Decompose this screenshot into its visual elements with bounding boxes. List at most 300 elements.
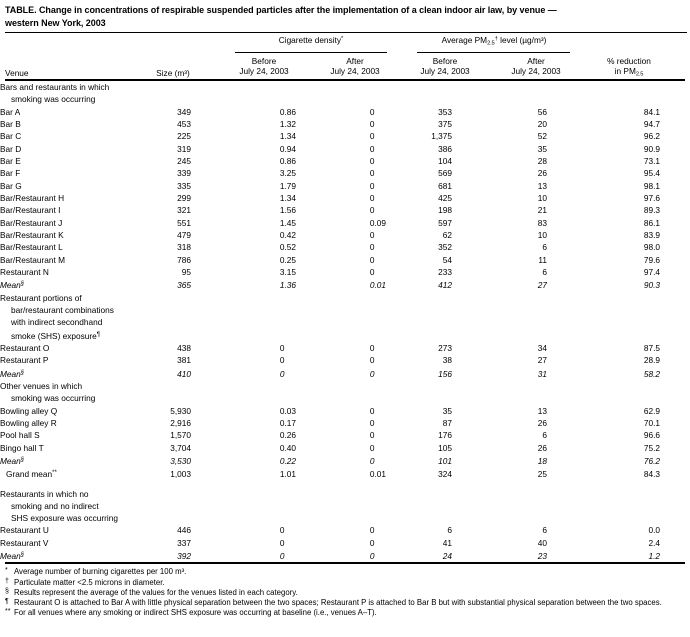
size-col-header: Size (m³) — [156, 68, 190, 78]
pm-group-rule — [417, 52, 570, 53]
cell-filler — [660, 429, 690, 441]
cell-pct-reduction: 62.9 — [643, 405, 660, 416]
cell-cig-before: 0 — [279, 342, 285, 353]
cell-cig-before: 0.86 — [279, 106, 296, 117]
cell-pm-after: 13 — [537, 405, 547, 416]
table-row — [0, 354, 690, 366]
cell-pm-before: 352 — [438, 242, 452, 253]
cell-filler — [660, 180, 690, 192]
cell-pct-reduction: 84.1 — [643, 106, 660, 117]
section-header-row — [0, 392, 690, 404]
cell-pm-after: 52 — [537, 131, 547, 142]
col-header-cig-after: After July 24, 2003 — [330, 56, 380, 76]
table-row — [0, 167, 690, 179]
cell-size: 392 — [177, 551, 191, 562]
cell-venue: Restaurant V — [0, 537, 49, 548]
footnote-marker: * — [5, 567, 8, 575]
footnote — [5, 608, 685, 618]
section-header-row — [0, 292, 690, 304]
section-header-line: smoking and no indirect — [11, 500, 99, 511]
section-header-row — [0, 380, 690, 392]
cell-pm-after: 13 — [537, 180, 547, 191]
cell-cig-before: 0.40 — [279, 442, 296, 453]
section-header-line: bar/restaurant combinations — [11, 304, 114, 315]
col-header-pm-before: Before July 24, 2003 — [420, 56, 470, 76]
data-table — [0, 81, 690, 562]
cell-pct-reduction: 98.0 — [643, 242, 660, 253]
cell-filler — [660, 155, 690, 167]
cell-pm-before: 104 — [438, 155, 452, 166]
table-row — [0, 454, 690, 467]
cell-filler — [660, 467, 690, 480]
cell-pm-before: 101 — [438, 455, 452, 466]
cell-pm-after: 11 — [538, 254, 547, 265]
col-header-pm-after: After July 24, 2003 — [511, 56, 561, 76]
cell-size: 335 — [177, 180, 191, 191]
table-row — [0, 405, 690, 417]
cell-pm-after: 6 — [542, 242, 547, 253]
cell-filler — [660, 537, 690, 549]
table-row — [0, 143, 690, 155]
cell-filler — [660, 278, 690, 291]
cell-cig-before: 0 — [279, 525, 285, 536]
footnote-marker: ¶ — [5, 598, 9, 606]
cell-cig-after: 0 — [369, 430, 375, 441]
cell-pm-before: 176 — [438, 430, 452, 441]
cell-pm-before: 156 — [438, 368, 452, 379]
cell-cig-before: 0.17 — [279, 417, 296, 428]
section-header-line: smoke (SHS) exposure¶ — [11, 330, 100, 341]
cig-density-group-rule — [235, 52, 387, 53]
cell-cig-after: 0 — [369, 155, 375, 166]
cell-cig-after: 0 — [369, 118, 375, 129]
cell-pct-reduction: 90.3 — [643, 280, 660, 291]
table-row — [0, 241, 690, 253]
cell-pm-before: 6 — [447, 525, 452, 536]
cell-cig-before: 1.34 — [279, 192, 296, 203]
cell-pct-reduction: 98.1 — [643, 180, 660, 191]
cell-cig-after: 0 — [369, 551, 375, 562]
cell-filler — [660, 118, 690, 130]
cell-venue: Bar B — [0, 118, 21, 129]
cell-size: 438 — [177, 342, 191, 353]
cell-pm-after: 25 — [537, 469, 547, 480]
cell-cig-before: 1.32 — [279, 118, 296, 129]
cell-size: 225 — [177, 131, 191, 142]
cell-pct-reduction: 96.6 — [643, 430, 660, 441]
cell-pm-before: 273 — [438, 342, 452, 353]
cell-pct-reduction: 84.3 — [643, 469, 660, 480]
cell-cig-after: 0 — [369, 229, 375, 240]
footnote-marker: § — [20, 552, 25, 559]
table-row — [0, 429, 690, 441]
cell-venue: Mean§ — [0, 455, 25, 466]
cell-cig-before: 0 — [279, 551, 285, 562]
cell-pm-after: 26 — [537, 442, 547, 453]
cell-size: 1,570 — [170, 430, 191, 441]
cell-size: 318 — [177, 242, 191, 253]
cell-cig-after: 0 — [369, 180, 375, 191]
cell-cig-before: 0 — [279, 355, 285, 366]
cell-pct-reduction: 87.5 — [643, 342, 660, 353]
cell-pm-before: 425 — [438, 192, 452, 203]
cell-cig-after: 0 — [369, 342, 375, 353]
cell-size: 5,930 — [170, 405, 191, 416]
cell-pm-after: 26 — [537, 417, 547, 428]
cell-filler — [660, 192, 690, 204]
cell-pm-before: 87 — [442, 417, 452, 428]
section-header-line: Bars and restaurants in which — [0, 82, 110, 92]
cell-pct-reduction: 76.2 — [643, 455, 660, 466]
cell-pm-before: 324 — [438, 469, 452, 480]
cell-pct-reduction: 89.3 — [643, 205, 660, 216]
cell-filler — [660, 217, 690, 229]
cell-filler — [660, 229, 690, 241]
cell-venue: Bar/Restaurant I — [0, 205, 61, 216]
cell-size: 453 — [177, 118, 191, 129]
cell-venue: Mean§ — [0, 368, 25, 379]
table-row — [0, 549, 690, 562]
cell-pct-reduction: 75.2 — [643, 442, 660, 453]
table-row — [0, 266, 690, 278]
cell-filler — [660, 549, 690, 562]
cell-pm-before: 353 — [438, 106, 452, 117]
cell-filler — [660, 254, 690, 266]
cell-pct-reduction: 73.1 — [643, 155, 660, 166]
table-row — [0, 467, 690, 480]
section-header-line: Other venues in which — [0, 380, 83, 391]
section-header-line: smoking was occurring — [11, 393, 96, 404]
section-header-line: Restaurant portions of — [0, 292, 82, 303]
section-header-row — [0, 93, 690, 105]
footnotes — [5, 567, 685, 618]
cell-venue: Bingo hall T — [0, 442, 44, 453]
cell-pm-after: 10 — [537, 192, 547, 203]
table-row — [0, 180, 690, 192]
cell-pct-reduction: 2.4 — [648, 537, 660, 548]
cell-filler — [660, 167, 690, 179]
cell-cig-before: 1.34 — [279, 131, 296, 142]
table-row — [0, 342, 690, 354]
cell-filler — [660, 442, 690, 454]
cell-venue: Bar/Restaurant K — [0, 229, 64, 240]
cell-cig-before: 1.36 — [279, 280, 296, 291]
cell-cig-after: 0 — [369, 143, 375, 154]
section-header-row — [0, 500, 690, 512]
table-row — [0, 442, 690, 454]
cell-pm-after: 56 — [537, 106, 547, 117]
cell-pm-before: 1,375 — [431, 131, 452, 142]
cell-venue: Restaurant N — [0, 266, 49, 277]
cell-cig-before: 3.25 — [279, 168, 296, 179]
cell-pm-after: 83 — [537, 217, 547, 228]
cell-venue: Bowling alley R — [0, 417, 57, 428]
cell-cig-before: 0.86 — [279, 155, 296, 166]
footnote-marker: ** — [52, 470, 57, 477]
cell-cig-before: 1.79 — [279, 180, 296, 191]
cell-venue: Grand mean** — [6, 469, 57, 480]
cell-pct-reduction: 79.6 — [643, 254, 660, 265]
cell-size: 349 — [177, 106, 191, 117]
cell-pm-before: 412 — [438, 280, 452, 291]
cell-pct-reduction: 70.1 — [643, 417, 660, 428]
cell-cig-after: 0 — [369, 106, 375, 117]
cell-size: 337 — [177, 537, 191, 548]
cell-size: 479 — [177, 229, 191, 240]
cell-pct-reduction: 94.7 — [643, 118, 660, 129]
cell-filler — [660, 204, 690, 216]
cell-size: 381 — [177, 355, 191, 366]
cig-density-group-header: Cigarette density* — [278, 35, 344, 45]
cell-pm-before: 681 — [438, 180, 452, 191]
cell-cig-after: 0 — [369, 355, 375, 366]
footnote — [5, 578, 685, 588]
cell-pm-after: 28 — [537, 155, 547, 166]
cell-filler — [660, 143, 690, 155]
cell-venue: Bar G — [0, 180, 22, 191]
cell-cig-before: 0.25 — [279, 254, 296, 265]
footnote-marker: § — [20, 281, 25, 288]
cell-cig-after: 0 — [369, 131, 375, 142]
cell-filler — [660, 342, 690, 354]
cell-filler — [660, 266, 690, 278]
section-header-line: with indirect secondhand — [11, 317, 103, 328]
table-body — [0, 81, 690, 562]
cell-venue: Bar E — [0, 155, 21, 166]
pilcrow-footnote-marker: ¶ — [96, 331, 100, 338]
cell-pct-reduction: 96.2 — [643, 131, 660, 142]
cell-size: 1,003 — [170, 469, 191, 480]
dagger-footnote-marker: † — [494, 36, 498, 42]
bottom-rule — [5, 562, 685, 564]
cell-cig-after: 0 — [369, 405, 375, 416]
cell-size: 446 — [177, 525, 191, 536]
table-row — [0, 106, 690, 118]
cell-pm-after: 6 — [542, 525, 547, 536]
cell-cig-before: 0.22 — [279, 455, 296, 466]
section-header-line: SHS exposure was occurring — [11, 513, 118, 524]
cell-venue: Bar/Restaurant L — [0, 242, 63, 253]
spacer-row — [0, 481, 690, 488]
cell-size: 299 — [177, 192, 191, 203]
cell-pm-before: 62 — [442, 229, 452, 240]
cell-pct-reduction: 97.4 — [643, 266, 660, 277]
cell-cig-after: 0.09 — [369, 217, 386, 228]
table-row — [0, 278, 690, 291]
cell-pm-after: 26 — [537, 168, 547, 179]
cell-filler — [660, 241, 690, 253]
section-header-line: smoking was occurring — [11, 94, 96, 105]
cell-pct-reduction: 28.9 — [643, 355, 660, 366]
cell-size: 3,530 — [170, 455, 191, 466]
cell-size: 365 — [177, 280, 191, 291]
table-row — [0, 367, 690, 380]
cell-cig-before: 0 — [279, 368, 285, 379]
footnote — [5, 567, 685, 577]
cell-pm-before: 233 — [438, 266, 452, 277]
cell-venue: Bar/Restaurant J — [0, 217, 63, 228]
cell-venue: Restaurant U — [0, 525, 49, 536]
table-title — [0, 0, 690, 30]
cell-pct-reduction: 97.6 — [643, 192, 660, 203]
cell-pm-before: 38 — [442, 355, 452, 366]
cell-filler — [660, 454, 690, 467]
cell-size: 551 — [177, 217, 191, 228]
cell-filler — [660, 106, 690, 118]
footnote-text: For all venues where any smoking or indirect SHS exposure was occurring at baseline (i.e., venues A–T). — [14, 608, 377, 618]
cell-cig-after: 0 — [369, 417, 375, 428]
table-row — [0, 524, 690, 536]
cell-pm-after: 20 — [537, 118, 547, 129]
footnote — [5, 598, 685, 608]
section-header-row — [0, 488, 690, 500]
cell-cig-before: 0.52 — [279, 242, 296, 253]
table-title-line1: TABLE. Change in concentrations of respirable suspended particles after the implementation of a clean indoor air law, by venue — — [5, 5, 557, 15]
cell-cig-after: 0 — [369, 525, 375, 536]
cell-filler — [660, 405, 690, 417]
pm-group-header: Average $PM_{2.5}^\dagger$ level (µg/m³) — [441, 35, 547, 47]
col-header-cig-before: Before July 24, 2003 — [239, 56, 289, 76]
cell-venue: Pool hall S — [0, 430, 40, 441]
cell-cig-before: 0.26 — [279, 430, 296, 441]
cell-venue: Bar/Restaurant H — [0, 192, 65, 203]
asterisk-footnote-marker: * — [341, 36, 344, 42]
cell-cig-after: 0 — [369, 266, 375, 277]
cell-size: 95 — [181, 266, 191, 277]
cell-cig-after: 0.01 — [369, 469, 386, 480]
cell-cig-after: 0.01 — [369, 280, 386, 291]
cell-cig-before: 1.01 — [279, 469, 296, 480]
cell-pct-reduction: 86.1 — [643, 217, 660, 228]
table-title-line2: western New York, 2003 — [5, 18, 106, 28]
footnote-text: Restaurant O is attached to Bar A with little physical separation between the two spaces; Restaurant P is attached to Bar B but with substantial physical separation between the two spaces. — [14, 598, 662, 608]
cell-pm-after: 6 — [542, 266, 547, 277]
cell-pm-after: 27 — [537, 355, 547, 366]
cell-cig-after: 0 — [369, 368, 375, 379]
table-row — [0, 130, 690, 142]
cell-pm-before: 41 — [442, 537, 452, 548]
footnote-text: Particulate matter <2.5 microns in diameter. — [14, 577, 165, 587]
cell-pm-after: 40 — [537, 537, 547, 548]
footnote-text: Results represent the average of the values for the venues listed in each category. — [14, 587, 298, 597]
cell-pct-reduction: 90.9 — [643, 143, 660, 154]
cell-venue: Bar/Restaurant M — [0, 254, 66, 265]
footnote-marker: § — [20, 369, 25, 376]
cell-size: 410 — [177, 368, 191, 379]
cell-pct-reduction: 83.9 — [643, 229, 660, 240]
cell-pm-after: 35 — [537, 143, 547, 154]
cell-venue: Bar A — [0, 106, 21, 117]
cell-pm-before: 386 — [438, 143, 452, 154]
cell-cig-after: 0 — [369, 192, 375, 203]
cell-pct-reduction: 58.2 — [643, 368, 660, 379]
cell-venue: Restaurant P — [0, 355, 49, 366]
cell-pm-after: 27 — [537, 280, 547, 291]
table-row — [0, 192, 690, 204]
cell-pm-before: 35 — [442, 405, 452, 416]
footnote-marker: ** — [5, 608, 11, 616]
cell-cig-after: 0 — [369, 442, 375, 453]
cell-venue: Bar D — [0, 143, 22, 154]
table-row — [0, 254, 690, 266]
table-row — [0, 204, 690, 216]
cell-filler — [660, 524, 690, 536]
cell-pm-after: 34 — [537, 342, 547, 353]
table-row — [0, 229, 690, 241]
cell-pm-after: 23 — [537, 551, 547, 562]
table-row — [0, 217, 690, 229]
section-header-row — [0, 81, 690, 93]
footnote-text: Average number of burning cigarettes per 100 m³. — [14, 567, 187, 577]
cell-pct-reduction: 0.0 — [648, 525, 660, 536]
cell-cig-after: 0 — [369, 205, 375, 216]
cell-pct-reduction: 1.2 — [648, 551, 660, 562]
cell-pm-after: 21 — [537, 205, 547, 216]
cell-venue: Bar C — [0, 131, 22, 142]
cell-cig-after: 0 — [369, 537, 375, 548]
cell-pm-before: 105 — [438, 442, 452, 453]
cell-cig-after: 0 — [369, 455, 375, 466]
cell-cig-before: 1.56 — [279, 205, 296, 216]
cell-venue: Mean§ — [0, 551, 25, 562]
section-header-row — [0, 304, 690, 316]
cell-size: 786 — [177, 254, 191, 265]
cell-cig-after: 0 — [369, 168, 375, 179]
cell-pm-after: 10 — [537, 229, 547, 240]
cell-cig-before: 0.03 — [279, 405, 296, 416]
cell-cig-after: 0 — [369, 242, 375, 253]
cell-pm-after: 18 — [537, 455, 547, 466]
cell-pct-reduction: 95.4 — [643, 168, 660, 179]
pct-reduction-col-header: % reduction in $PM_{2.5}$ — [607, 56, 651, 78]
cell-pm-after: 6 — [542, 430, 547, 441]
spacer-cell — [0, 481, 690, 488]
cell-cig-before: 0 — [279, 537, 285, 548]
table-header — [5, 33, 685, 81]
table-row — [0, 537, 690, 549]
cell-pm-before: 198 — [438, 205, 452, 216]
footnote — [5, 588, 685, 598]
cell-filler — [660, 130, 690, 142]
cell-pm-before: 54 — [442, 254, 452, 265]
footnote-marker: § — [5, 587, 9, 595]
cell-size: 245 — [177, 155, 191, 166]
cell-venue: Restaurant O — [0, 342, 50, 353]
cell-size: 339 — [177, 168, 191, 179]
cell-filler — [660, 367, 690, 380]
footnote-marker: † — [5, 577, 9, 585]
cell-cig-before: 1.45 — [279, 217, 296, 228]
cell-size: 319 — [177, 143, 191, 154]
cell-venue: Bar F — [0, 168, 21, 179]
cell-cig-after: 0 — [369, 254, 375, 265]
cell-cig-before: 0.94 — [279, 143, 296, 154]
cell-cig-before: 0.42 — [279, 229, 296, 240]
table-row — [0, 155, 690, 167]
cell-pm-before: 24 — [442, 551, 452, 562]
section-header-row — [0, 512, 690, 524]
section-header-row — [0, 316, 690, 328]
cell-cig-before: 3.15 — [279, 266, 296, 277]
cell-venue: Mean§ — [0, 280, 25, 291]
table-row — [0, 118, 690, 130]
cell-filler — [660, 417, 690, 429]
cell-size: 2,916 — [170, 417, 191, 428]
section-header-line: Restaurants in which no — [0, 488, 89, 499]
table-row — [0, 417, 690, 429]
venue-col-header: Venue — [5, 68, 29, 78]
cell-pm-after: 31 — [537, 368, 547, 379]
